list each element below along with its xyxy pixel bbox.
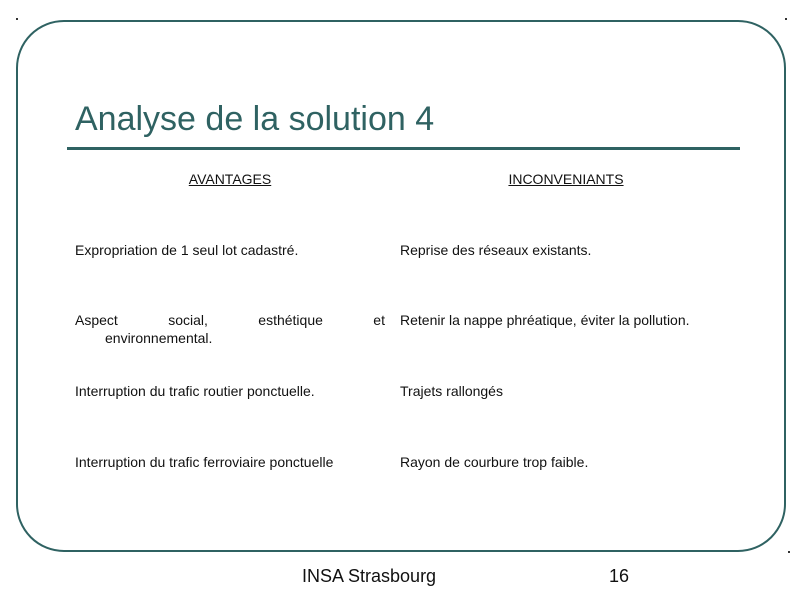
disadvantage-item: Retenir la nappe phréatique, éviter la pollution. xyxy=(400,312,690,328)
disadvantage-item: Trajets rallongés xyxy=(400,383,503,399)
advantage-item: Interruption du trafic ferroviaire ponctuelle xyxy=(75,454,334,470)
disadvantage-item: Reprise des réseaux existants. xyxy=(400,242,592,258)
advantage-item: Expropriation de 1 seul lot cadastré. xyxy=(75,242,299,258)
corner-mark-top-left xyxy=(16,18,18,20)
slide-title: Analyse de la solution 4 xyxy=(75,100,435,138)
disadvantages-header: INCONVENIANTS xyxy=(508,171,624,187)
advantage-word: et xyxy=(373,312,385,328)
advantages-header: AVANTAGES xyxy=(188,171,272,187)
advantage-line xyxy=(75,311,385,329)
title-underline xyxy=(67,147,740,150)
corner-mark-top-right xyxy=(785,18,787,20)
advantage-word: social, xyxy=(168,312,208,328)
advantage-continuation: environnemental. xyxy=(105,330,213,346)
footer-page-number: 16 xyxy=(609,566,630,586)
advantage-item: Interruption du trafic routier ponctuelle. xyxy=(75,383,315,399)
advantage-item xyxy=(75,311,385,347)
disadvantage-item: Rayon de courbure trop faible. xyxy=(400,454,589,470)
advantage-word: esthétique xyxy=(258,312,323,328)
footer-organization: INSA Strasbourg xyxy=(302,566,437,586)
corner-mark-bottom-right xyxy=(788,551,790,553)
advantage-word: Aspect xyxy=(75,312,118,328)
